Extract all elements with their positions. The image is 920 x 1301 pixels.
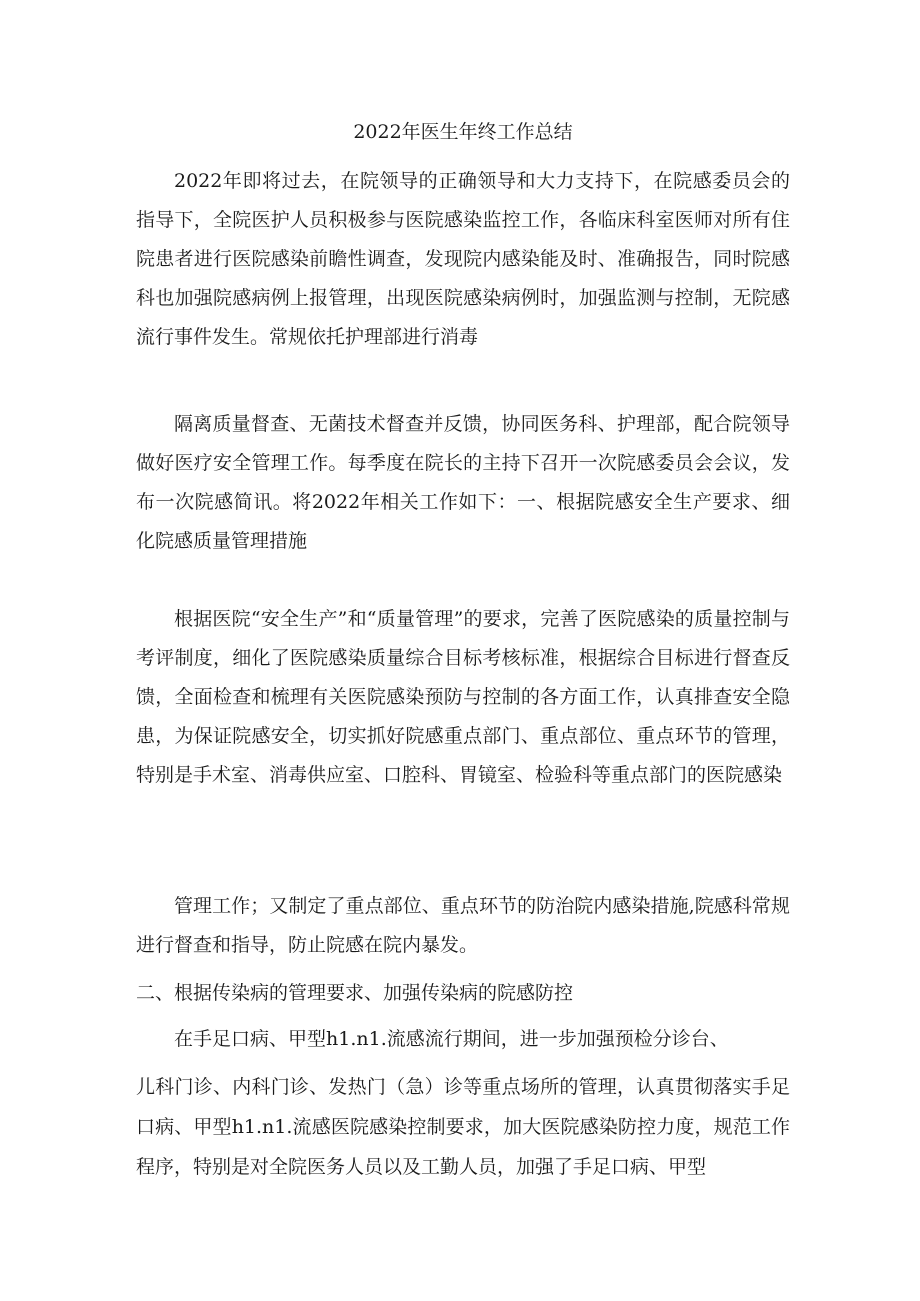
paragraph-3-text: 根据医院“安全生产”和“质量管理”的要求，完善了医院感染的质量控制与考评制度，细化了医院感染质量综合目标考核标准，根据综合目标进行督查反馈，全面检查和梳理有关医院感染预防与控制的各方面工作，认真排查安全隐患，为保证院感安全，切实抓好院感重点部门、重点部位、重点环节的管理，特别是手术室、消毒供应室、口腔科、胃镜室、检验科等重点部门的医院感染 [136,608,790,786]
paragraph-5 [136,1024,790,1054]
paragraph-4 [136,887,790,965]
paragraph-3 [136,600,790,795]
paragraph-6 [136,1067,790,1187]
paragraph-6-text: 儿科门诊、内科门诊、发热门（急）诊等重点场所的管理，认真贯彻落实手足口病、甲型h1.n1.流感医院感染控制要求，加大医院感染防控力度，规范工作程序，特别是对全院医务人员以及工勤人员，加强了手足口病、甲型 [136,1076,790,1178]
paragraph-2-text: 隔离质量督查、无菌技术督查并反馈，协同医务科、护理部，配合院领导做好医疗安全管理工作。每季度在院长的主持下召开一次院感委员会会议，发布一次院感简讯。将2022年相关工作如下：一、根据院感安全生产要求、细化院感质量管理措施 [136,413,790,552]
document-title: 2022年医生年终工作总结 [353,121,573,143]
paragraph-2 [136,405,790,561]
section-heading-2: 二、根据传染病的管理要求、加强传染病的院感防控 [136,982,574,1004]
paragraph-1 [136,162,790,357]
paragraph-4-text: 管理工作；又制定了重点部位、重点环节的防治院内感染措施,院感科常规进行督查和指导，防止院感在院内暴发。 [136,895,790,956]
paragraph-5-text: 在手足口病、甲型h1.n1.流感流行期间，进一步加强预检分诊台、 [174,1028,729,1050]
paragraph-1-text: 2022年即将过去，在院领导的正确领导和大力支持下，在院感委员会的指导下，全院医护人员积极参与医院感染监控工作，各临床科室医师对所有住院患者进行医院感染前瞻性调查，发现院内感染能及时、准确报告，同时院感科也加强院感病例上报管理，出现医院感染病例时，加强监测与控制，无院感流行事件发生。常规依托护理部进行消毒 [136,170,790,348]
